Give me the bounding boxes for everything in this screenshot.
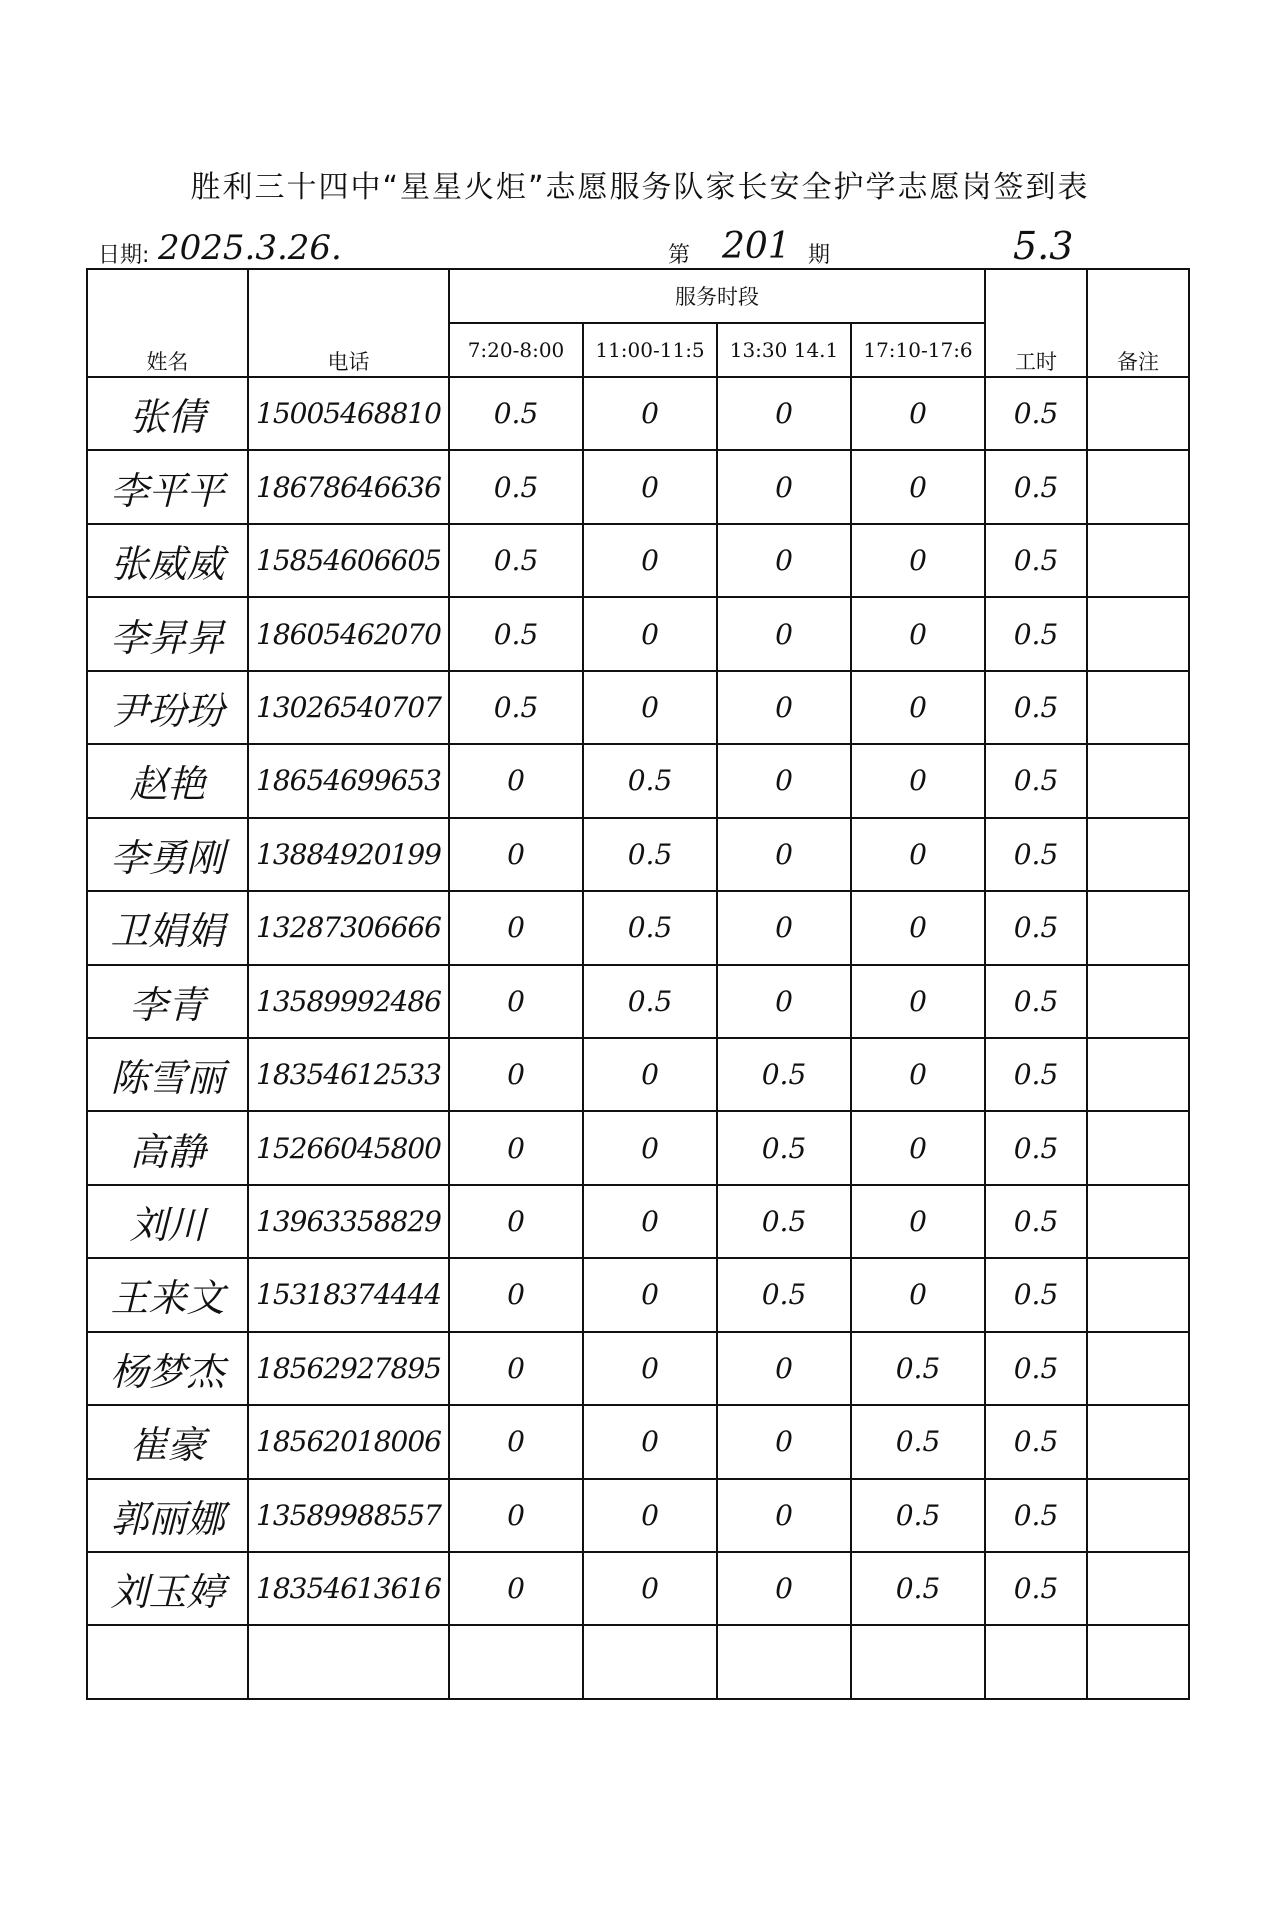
slot-3-hours: 0 <box>717 965 851 1038</box>
slot-2-hours: 0.5 <box>583 818 717 891</box>
table-row <box>87 1185 1189 1258</box>
slot-3-hours: 0 <box>717 671 851 744</box>
slot-2-hours: 0 <box>583 597 717 670</box>
slot-1-hours: 0 <box>449 1111 583 1184</box>
empty-cell <box>248 1625 449 1699</box>
slot-1-hours: 0 <box>449 1185 583 1258</box>
remarks-cell <box>1087 891 1189 964</box>
volunteer-name: 张威威 <box>87 524 248 597</box>
total-hours: 0.5 <box>985 744 1087 817</box>
table-row <box>87 818 1189 891</box>
slot-1-hours: 0.5 <box>449 450 583 523</box>
slot-4-hours: 0 <box>851 965 985 1038</box>
empty-cell <box>449 1625 583 1699</box>
volunteer-name: 刘川 <box>87 1185 248 1258</box>
slot-3-hours: 0 <box>717 1479 851 1552</box>
table-row <box>87 450 1189 523</box>
remarks-cell <box>1087 1038 1189 1111</box>
header-hours: 工时 <box>985 269 1087 377</box>
table-row <box>87 1038 1189 1111</box>
volunteer-name: 尹玢玢 <box>87 671 248 744</box>
slot-1-hours: 0 <box>449 818 583 891</box>
table-row <box>87 1552 1189 1625</box>
slot-2-hours: 0 <box>583 1111 717 1184</box>
slot-3-hours: 0.5 <box>717 1185 851 1258</box>
slot-3-hours: 0.5 <box>717 1038 851 1111</box>
volunteer-name: 李青 <box>87 965 248 1038</box>
remarks-cell <box>1087 597 1189 670</box>
volunteer-name: 王来文 <box>87 1258 248 1331</box>
table-row <box>87 1405 1189 1478</box>
date-label: 日期: <box>98 243 150 268</box>
slot-1-hours: 0 <box>449 965 583 1038</box>
slot-1-hours: 0 <box>449 891 583 964</box>
remarks-cell <box>1087 450 1189 523</box>
slot-3-hours: 0 <box>717 744 851 817</box>
volunteer-name: 张倩 <box>87 377 248 450</box>
volunteer-phone: 15854606605 <box>248 524 449 597</box>
remarks-cell <box>1087 1111 1189 1184</box>
slot-1-hours: 0 <box>449 1258 583 1331</box>
slot-1-hours: 0 <box>449 1405 583 1478</box>
volunteer-phone: 13026540707 <box>248 671 449 744</box>
total-hours: 0.5 <box>985 818 1087 891</box>
remarks-cell <box>1087 1185 1189 1258</box>
slot-2-hours: 0 <box>583 1332 717 1405</box>
table-row <box>87 377 1189 450</box>
table-row <box>87 524 1189 597</box>
total-hours: 0.5 <box>985 891 1087 964</box>
total-hours: 0.5 <box>985 450 1087 523</box>
volunteer-name: 高静 <box>87 1111 248 1184</box>
slot-4-hours: 0.5 <box>851 1332 985 1405</box>
slot-1-hours: 0 <box>449 1038 583 1111</box>
header-remarks: 备注 <box>1087 269 1189 377</box>
sign-in-table <box>86 268 1190 1700</box>
volunteer-phone: 18678646636 <box>248 450 449 523</box>
volunteer-phone: 13287306666 <box>248 891 449 964</box>
total-hours: 0.5 <box>985 1405 1087 1478</box>
slot-1-hours: 0 <box>449 1332 583 1405</box>
volunteer-phone: 18354612533 <box>248 1038 449 1111</box>
total-hours: 0.5 <box>985 965 1087 1038</box>
volunteer-phone: 13589988557 <box>248 1479 449 1552</box>
volunteer-name: 刘玉婷 <box>87 1552 248 1625</box>
remarks-cell <box>1087 744 1189 817</box>
header-slot-2: 11:00-11:5 <box>583 323 717 377</box>
slot-3-hours: 0.5 <box>717 1258 851 1331</box>
volunteer-phone: 18354613616 <box>248 1552 449 1625</box>
slot-3-hours: 0 <box>717 377 851 450</box>
slot-2-hours: 0 <box>583 1552 717 1625</box>
slot-2-hours: 0 <box>583 1038 717 1111</box>
total-hours: 0.5 <box>985 1332 1087 1405</box>
volunteer-phone: 15266045800 <box>248 1111 449 1184</box>
total-hours: 0.5 <box>985 524 1087 597</box>
volunteer-phone: 15005468810 <box>248 377 449 450</box>
slot-4-hours: 0 <box>851 671 985 744</box>
slot-3-hours: 0 <box>717 597 851 670</box>
empty-cell <box>1087 1625 1189 1699</box>
slot-2-hours: 0.5 <box>583 744 717 817</box>
header-slot-3: 13:30 14.1 <box>717 323 851 377</box>
table-row <box>87 965 1189 1038</box>
slot-1-hours: 0.5 <box>449 671 583 744</box>
total-hours: 0.5 <box>985 671 1087 744</box>
remarks-cell <box>1087 1258 1189 1331</box>
slot-2-hours: 0 <box>583 1479 717 1552</box>
table-row <box>87 744 1189 817</box>
total-hours: 0.5 <box>985 1258 1087 1331</box>
volunteer-name: 李勇刚 <box>87 818 248 891</box>
remarks-cell <box>1087 1552 1189 1625</box>
empty-row <box>87 1625 1189 1699</box>
remarks-cell <box>1087 524 1189 597</box>
slot-2-hours: 0 <box>583 1405 717 1478</box>
slot-1-hours: 0.5 <box>449 524 583 597</box>
remarks-cell <box>1087 671 1189 744</box>
slot-4-hours: 0 <box>851 818 985 891</box>
volunteer-name: 杨梦杰 <box>87 1332 248 1405</box>
date-value: 2025.3.26. <box>158 228 342 268</box>
volunteer-phone: 13589992486 <box>248 965 449 1038</box>
slot-3-hours: 0 <box>717 1332 851 1405</box>
slot-1-hours: 0 <box>449 1552 583 1625</box>
table-row <box>87 891 1189 964</box>
slot-3-hours: 0.5 <box>717 1111 851 1184</box>
slot-1-hours: 0.5 <box>449 597 583 670</box>
slot-1-hours: 0.5 <box>449 377 583 450</box>
remarks-cell <box>1087 1332 1189 1405</box>
slot-4-hours: 0.5 <box>851 1552 985 1625</box>
slot-4-hours: 0 <box>851 377 985 450</box>
issue-suffix: 期 <box>808 243 831 268</box>
volunteer-name: 崔豪 <box>87 1405 248 1478</box>
slot-2-hours: 0 <box>583 1258 717 1331</box>
header-slot-1: 7:20-8:00 <box>449 323 583 377</box>
page-title: 胜利三十四中“星星火炬”志愿服务队家长安全护学志愿岗签到表 <box>190 170 1090 205</box>
remarks-cell <box>1087 377 1189 450</box>
table-row <box>87 671 1189 744</box>
table-row <box>87 1479 1189 1552</box>
total-hours: 0.5 <box>985 1479 1087 1552</box>
slot-1-hours: 0 <box>449 744 583 817</box>
volunteer-phone: 15318374444 <box>248 1258 449 1331</box>
header-name: 姓名 <box>87 269 248 377</box>
remarks-cell <box>1087 818 1189 891</box>
slot-4-hours: 0 <box>851 524 985 597</box>
volunteer-name: 李平平 <box>87 450 248 523</box>
slot-2-hours: 0.5 <box>583 965 717 1038</box>
table-row <box>87 1332 1189 1405</box>
slot-3-hours: 0 <box>717 1552 851 1625</box>
total-hours: 0.5 <box>985 377 1087 450</box>
slot-4-hours: 0 <box>851 450 985 523</box>
total-hours: 0.5 <box>985 1552 1087 1625</box>
slot-3-hours: 0 <box>717 524 851 597</box>
remarks-cell <box>1087 1405 1189 1478</box>
slot-4-hours: 0 <box>851 891 985 964</box>
volunteer-name: 郭丽娜 <box>87 1479 248 1552</box>
header-slot-4: 17:10-17:6 <box>851 323 985 377</box>
empty-cell <box>851 1625 985 1699</box>
header-service-period: 服务时段 <box>449 269 985 323</box>
total-hours: 0.5 <box>985 1038 1087 1111</box>
slot-4-hours: 0 <box>851 597 985 670</box>
volunteer-phone: 18654699653 <box>248 744 449 817</box>
slot-4-hours: 0 <box>851 1111 985 1184</box>
volunteer-name: 李昇昇 <box>87 597 248 670</box>
header-phone: 电话 <box>248 269 449 377</box>
slot-4-hours: 0.5 <box>851 1405 985 1478</box>
slot-3-hours: 0 <box>717 818 851 891</box>
volunteer-phone: 18605462070 <box>248 597 449 670</box>
slot-4-hours: 0 <box>851 1185 985 1258</box>
volunteer-name: 赵艳 <box>87 744 248 817</box>
slot-4-hours: 0 <box>851 1038 985 1111</box>
volunteer-name: 陈雪丽 <box>87 1038 248 1111</box>
remarks-cell <box>1087 1479 1189 1552</box>
slot-4-hours: 0.5 <box>851 1479 985 1552</box>
slot-2-hours: 0 <box>583 450 717 523</box>
slot-4-hours: 0 <box>851 1258 985 1331</box>
volunteer-name: 卫娟娟 <box>87 891 248 964</box>
remarks-cell <box>1087 965 1189 1038</box>
slot-2-hours: 0 <box>583 524 717 597</box>
empty-cell <box>985 1625 1087 1699</box>
table-row <box>87 597 1189 670</box>
slot-1-hours: 0 <box>449 1479 583 1552</box>
period-value: 5.3 <box>1013 224 1074 268</box>
issue-prefix: 第 <box>668 243 691 268</box>
table-row <box>87 1258 1189 1331</box>
slot-2-hours: 0 <box>583 671 717 744</box>
volunteer-phone: 13884920199 <box>248 818 449 891</box>
total-hours: 0.5 <box>985 1185 1087 1258</box>
table-row <box>87 1111 1189 1184</box>
total-hours: 0.5 <box>985 1111 1087 1184</box>
slot-2-hours: 0 <box>583 1185 717 1258</box>
slot-3-hours: 0 <box>717 1405 851 1478</box>
slot-2-hours: 0.5 <box>583 891 717 964</box>
slot-3-hours: 0 <box>717 891 851 964</box>
empty-cell <box>583 1625 717 1699</box>
volunteer-phone: 13963358829 <box>248 1185 449 1258</box>
slot-2-hours: 0 <box>583 377 717 450</box>
empty-cell <box>717 1625 851 1699</box>
volunteer-phone: 18562018006 <box>248 1405 449 1478</box>
total-hours: 0.5 <box>985 597 1087 670</box>
volunteer-phone: 18562927895 <box>248 1332 449 1405</box>
slot-4-hours: 0 <box>851 744 985 817</box>
empty-cell <box>87 1625 248 1699</box>
issue-number: 201 <box>722 226 791 267</box>
slot-3-hours: 0 <box>717 450 851 523</box>
